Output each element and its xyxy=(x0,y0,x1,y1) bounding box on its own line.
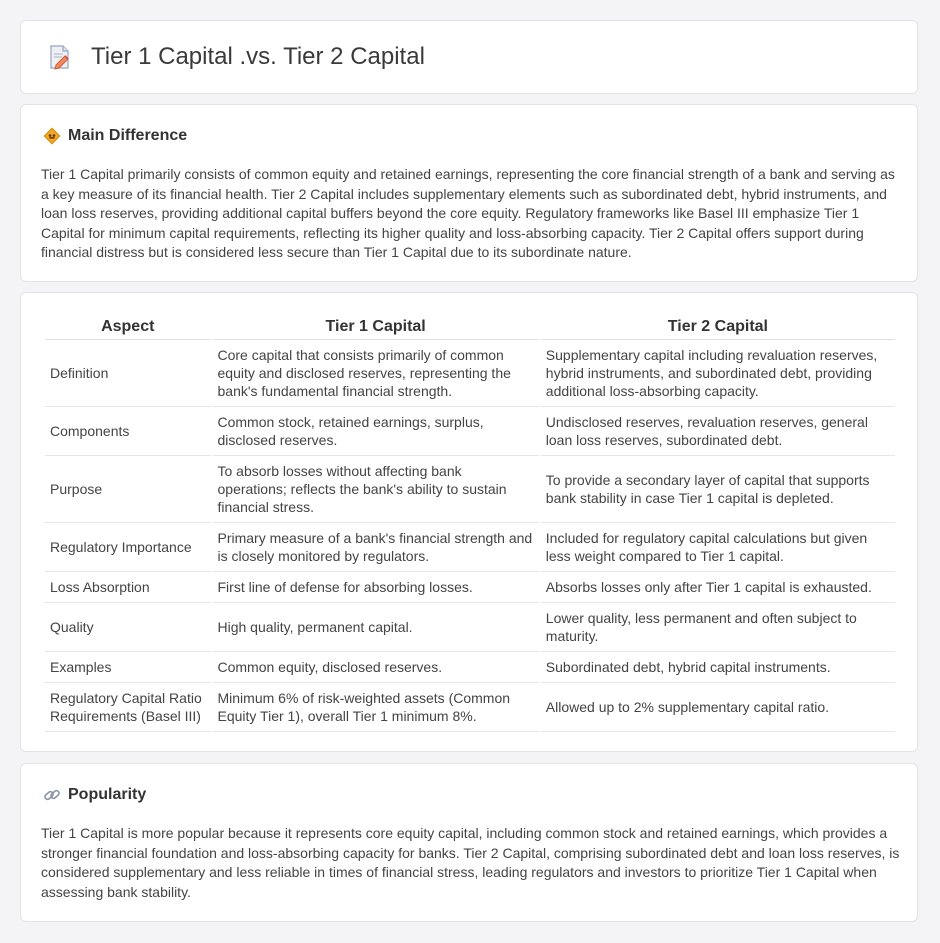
header-aspect: Aspect xyxy=(45,313,211,340)
table-row xyxy=(45,407,895,456)
table-row xyxy=(45,523,895,572)
cell-tier2: To provide a secondary layer of capital that supports bank stability in case Tier 1 capital is depleted. xyxy=(541,456,895,523)
cell-aspect: Purpose xyxy=(45,456,211,523)
table-row xyxy=(45,572,895,603)
cell-tier1: Common stock, retained earnings, surplus, disclosed reserves. xyxy=(213,407,539,456)
cell-tier2: Included for regulatory capital calculations but given less weight compared to Tier 1 capital. xyxy=(541,523,895,572)
table-row xyxy=(45,456,895,523)
cell-tier1: Primary measure of a bank's financial strength and is closely monitored by regulators. xyxy=(213,523,539,572)
cell-tier2: Absorbs losses only after Tier 1 capital is exhausted. xyxy=(541,572,895,603)
table-row xyxy=(45,340,895,407)
cell-tier2: Supplementary capital including revaluation reserves, hybrid instruments, and subordinated debt, providing additional loss-absorbing capacity. xyxy=(541,340,895,407)
table-header-row xyxy=(45,313,895,340)
cell-tier2: Lower quality, less permanent and often subject to maturity. xyxy=(541,603,895,652)
page-title: Tier 1 Capital .vs. Tier 2 Capital xyxy=(91,43,425,70)
popularity-heading: Popularity xyxy=(68,786,147,803)
cell-tier2: Subordinated debt, hybrid capital instruments. xyxy=(541,652,895,683)
popularity-header xyxy=(43,786,146,804)
cell-tier2: Undisclosed reserves, revaluation reserves, general loan loss reserves, subordinated debt. xyxy=(541,407,895,456)
cell-aspect: Quality xyxy=(45,603,211,652)
cell-tier1: High quality, permanent capital. xyxy=(213,603,539,652)
comparison-card xyxy=(20,292,918,752)
header-tier1: Tier 1 Capital xyxy=(213,313,539,340)
main-difference-heading: Main Difference xyxy=(68,127,188,144)
diamond-sign-icon xyxy=(43,127,61,145)
cell-aspect: Definition xyxy=(45,340,211,407)
cell-tier1: First line of defense for absorbing losses. xyxy=(213,572,539,603)
title-card xyxy=(20,20,918,94)
link-icon xyxy=(43,786,61,804)
cell-tier2: Allowed up to 2% supplementary capital ratio. xyxy=(541,683,895,732)
main-difference-text: Tier 1 Capital primarily consists of common equity and retained earnings, representing the core financial strength of a bank and serving as a key measure of its financial health. Tier 2 Capital includes supplementary elements such as subordinated debt, hybrid instruments, and loan loss reserves, providing additional capital buffers beyond the core equity. Regulatory frameworks like Basel III emphasize Tier 1 Capital for minimum capital requirements, reflecting its higher quality and loss-absorbing capacity. Tier 2 Capital offers support during financial distress but is considered less secure than Tier 1 Capital due to its subordinate nature. xyxy=(41,166,895,261)
comparison-table xyxy=(43,313,897,732)
cell-tier1: To absorb losses without affecting bank operations; reflects the bank's ability to sustain financial stress. xyxy=(213,456,539,523)
popularity-text: Tier 1 Capital is more popular because it represents core equity capital, including common stock and retained earnings, which provides a stronger financial foundation and loss-absorbing capacity for banks. Tier 2 Capital, comprising subordinated debt and loan loss reserves, is considered supplementary and less reliable in times of financial stress, leading regulators and investors to prioritize Tier 1 Capital when assessing bank stability. xyxy=(41,825,900,900)
main-difference-header xyxy=(43,127,187,145)
document-edit-icon xyxy=(47,43,73,71)
cell-aspect: Regulatory Importance xyxy=(45,523,211,572)
header-tier2: Tier 2 Capital xyxy=(541,313,895,340)
table-row xyxy=(45,683,895,732)
cell-aspect: Components xyxy=(45,407,211,456)
cell-aspect: Loss Absorption xyxy=(45,572,211,603)
cell-aspect: Examples xyxy=(45,652,211,683)
table-row xyxy=(45,652,895,683)
cell-aspect: Regulatory Capital Ratio Requirements (Basel III) xyxy=(45,683,211,732)
cell-tier1: Common equity, disclosed reserves. xyxy=(213,652,539,683)
title-row xyxy=(47,43,425,71)
popularity-card xyxy=(20,763,918,922)
table-row xyxy=(45,603,895,652)
cell-tier1: Minimum 6% of risk-weighted assets (Common Equity Tier 1), overall Tier 1 minimum 8%. xyxy=(213,683,539,732)
main-difference-card xyxy=(20,104,918,282)
cell-tier1: Core capital that consists primarily of common equity and disclosed reserves, representing the bank's fundamental financial strength. xyxy=(213,340,539,407)
